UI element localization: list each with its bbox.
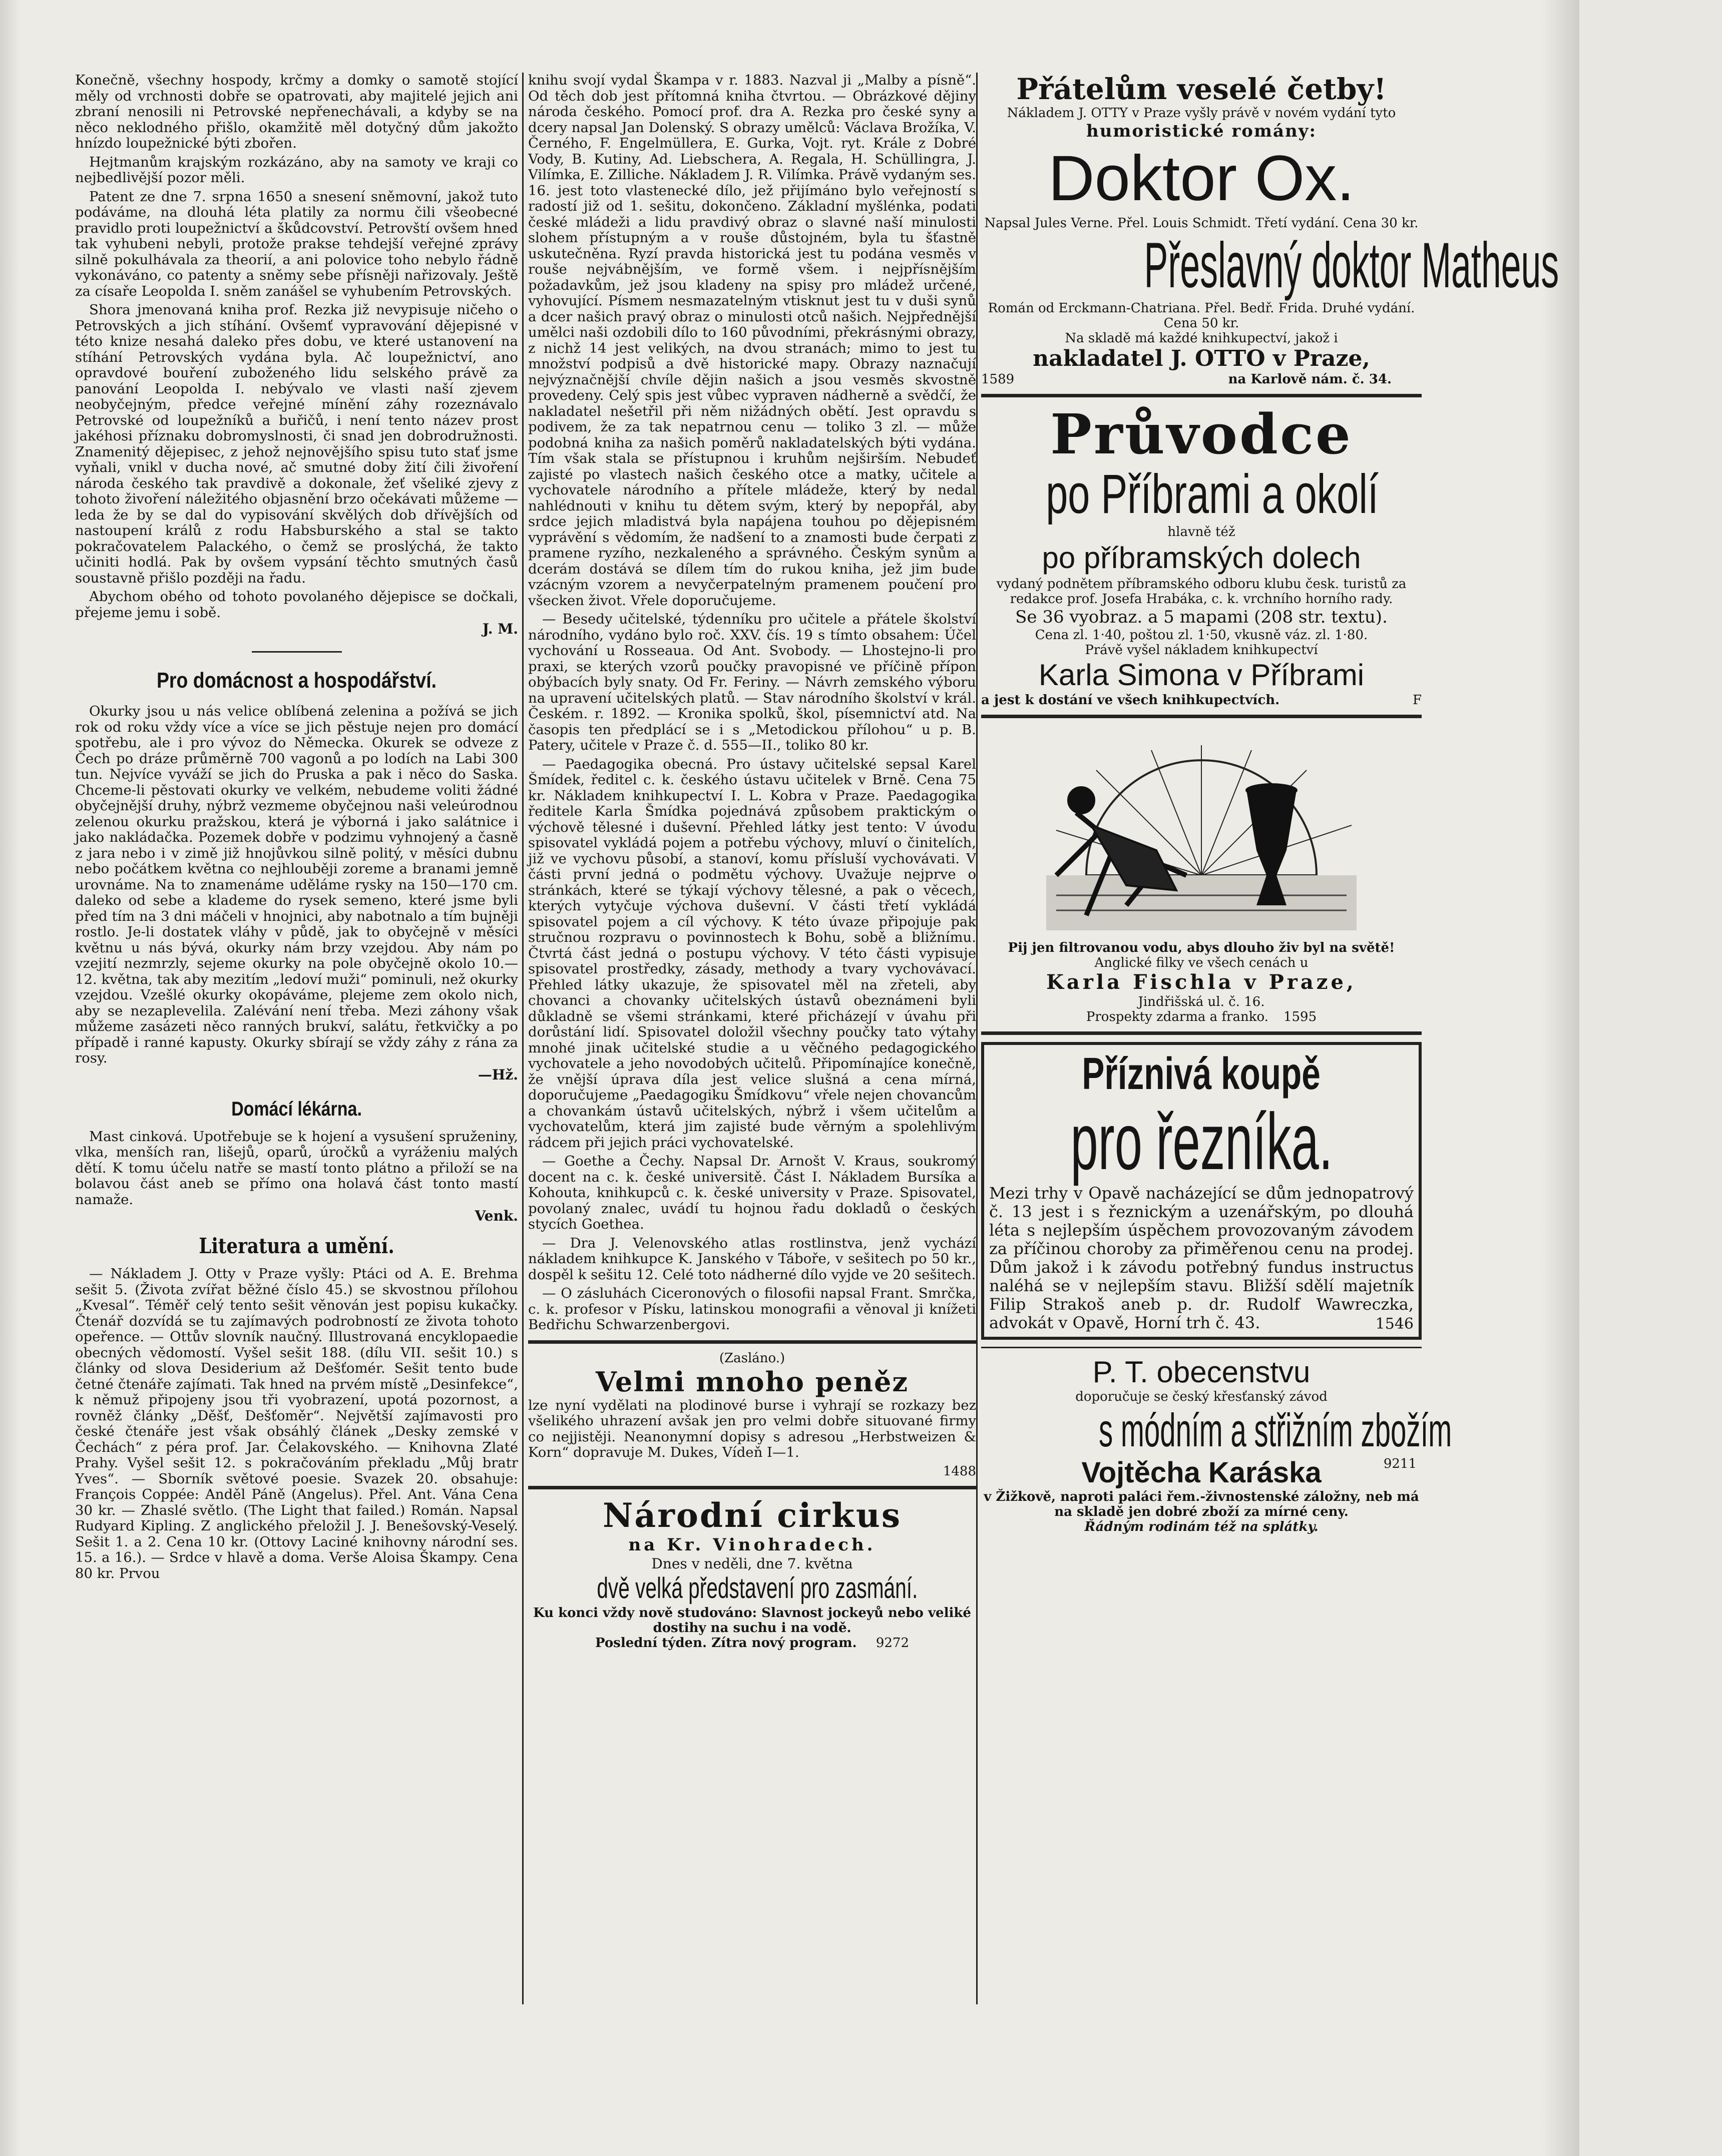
- humor-line: humoristické romány:: [1086, 121, 1317, 141]
- jindr-line: Jindřišská ul. č. 16.: [1138, 994, 1265, 1009]
- pribram-wrap: [981, 464, 1422, 524]
- article-paragraph: Shora jmenovaná kniha prof. Rezka již nevypisuje ničeho o Petrovských a jich stíhání. Ovšemť vypravování dějepisné v této knize nesahá daleko přes dobu, ve které ustanovení na stíhání Petrovských vydána byla. Ač loupežnictví, ano opravdové bouření zuboženého lidu selského právě za panování Leopolda I. nebývalo ve vlasti naší zjevem neobyčejným, předce veřejné mínění záhy rozeznávalo Petrovské od loupežníků a buřičů, i není tento název prost jakéhosi příznaku dobromyslnosti, či snad jen dobrodružnosti. Znamenitý dějepisec, z jehož nejnovějšího spisu tuto stať jsme vyňali, vnikl v ducha nové, ač smutné doby žití čili živoření národa českého tak pravdivě a dokonale, žeť všeliké zjevy z tohoto živoření náležitého objasnění brzo očekávati můžeme — leda že by se dal do vypisování skvělých dob dřívějších od nastoupení králů z rodu Habsburského a stal se takto pokračovatelem Palackého, o čemž se proslýchá, že takto učiniti hodlá. Pak by ovšem vypsání těchto smutných časů soustavně přišlo později na řadu.: [75, 302, 518, 586]
- pribram-title: po Příbrami a okolí: [1046, 463, 1379, 525]
- column-rule: [976, 73, 978, 2004]
- otty-line: Nákladem J. OTTY v Praze vyšly právě v novém vydání tyto: [1007, 106, 1396, 121]
- ad-divider: [981, 1031, 1422, 1035]
- radne-line: Řádným rodinám též na splátky.: [1084, 1519, 1319, 1534]
- section-title-pharmacy: Domácí lékárna.: [231, 1098, 362, 1120]
- ad-number: 1488: [943, 1463, 976, 1479]
- author-signature: —Hž.: [478, 1066, 518, 1083]
- karaska-row: [981, 1456, 1422, 1489]
- circus-last-text: Poslední týden. Zítra nový program.: [595, 1635, 857, 1651]
- prospekty-line: Prospekty zdarma a franko.: [1086, 1009, 1268, 1024]
- article-paragraph: Abychom obého od tohoto povolaného dějepisce se dočkali, přejeme jemu i sobě.: [75, 589, 518, 621]
- ad-mark: F: [1412, 693, 1422, 708]
- koupe-title: [989, 1049, 1414, 1099]
- ad-otto-novels: [981, 72, 1559, 387]
- ad-number: 1589: [981, 372, 1015, 387]
- ad-divider: [528, 1486, 976, 1489]
- ad-number: 1595: [1283, 1009, 1317, 1024]
- zizkov-line: v Žižkově, naproti paláci řem.-živnostenské záložny, neb má na skladě jen dobré zboží za mírné ceny.: [984, 1489, 1419, 1519]
- pruvodce-title: Průvodce: [1050, 402, 1353, 466]
- article-paragraph: Okurky jsou u nás velice oblíbená zelenina a požívá se jich rok od roku vždy více a více se jich pěstuje nejen pro domácí spotřebu, ale i pro vývoz do Německa. Okurek se odveze z Čech po dráze průměrně 700 vagonů a po lodích na Labi 300 tun. Nejvíce vyváží se jich do Pruska a pak i něco do Saska. Chceme-li pěstovati okurky ve velkém, nebudeme voliti žádné obyčejnější druhy, nýbrž vezmeme obyčejnou naši veleúrodnou zelenou okurku pražskou, která je výborná i jako salátnice i jako nakládačka. Pozemek dobře v podzimu vyhnojený a časně z jara nebo i v zimě již hnojůvkou silně politý, v měsíci dubnu nebo počátkem května co nejhlouběji zoreme a branami jemně urovnáme. Na to znamenáme udělámе rysky na 150—170 cm. daleko od sebe a klademe do rysek semeno, které jsme byli před tím na 3 dni máčeli v hnojnici, aby nabotnalo a tím bujněji rostlo. Je-li dostatek vláhy v půdě, jak to obyčejně v měsíci květnu u nás bývá, okurky nám brzy vzejdou. Aby nám po vzejití nezmrzly, sejeme okurky na pole obyčejně okolo 10.—12. května, tak aby mezitím „ledoví muži“ pominuli, než okurky vzejdou. Vzešlé okurky okopáváme, plejeme zem okolo nich, aby se nezaplevelila. Zalévání není třeba. Mezi záhony však můžeme zasázeti něco ranných brukví, salátu, řetkvičky a po případě i ranné kapusty. Okurky sbírají se vždy záhy z rána za rosy.: [75, 703, 518, 1066]
- ad-number: 1546: [1375, 1315, 1414, 1333]
- zbozi-wrap: [981, 1404, 1452, 1456]
- ad-divider: [528, 1340, 976, 1344]
- column-1: [75, 73, 518, 2004]
- karlov-address: na Karlově nám. č. 34.: [1228, 372, 1392, 387]
- sklad-line: Na skladě má každé knihkupectví, jakož i: [1065, 331, 1338, 346]
- article-paragraph: Konečně, všechny hospody, krčmy a domky o samotě stojící měly od vrchnosti dobře se opatrovati, aby majitelé jejich ani zbraní nenosili ni Petrovské nepřenechávali, a kdyby se na něco neklodného přišlo, okamžitě měl dotyčný dům jakožto hnízdo loupežnické býti zbořen.: [75, 72, 518, 151]
- zaslano-label: (Zasláno.): [719, 1350, 785, 1366]
- hlavne-line: hlavně též: [1167, 524, 1235, 540]
- ad-money-title: Velmi mnoho peněz: [595, 1365, 909, 1398]
- vyobraz-line: Se 36 vyobraz. a 5 mapami (208 str. textu).: [1015, 607, 1388, 627]
- column-2: [528, 73, 976, 2004]
- verne-line: Napsal Jules Verne. Přel. Louis Schmidt. Třetí vydání. Cena 30 kr.: [984, 216, 1419, 231]
- prave-line: Právě vyšel nákladem knihkupectví: [1085, 643, 1318, 658]
- column-rule: [522, 73, 524, 2004]
- circus-big-wrap: [528, 1572, 976, 1605]
- ad-water-filter: [981, 725, 1422, 1024]
- ad-karasek: [981, 1355, 1452, 1534]
- author-signature: J. M.: [482, 621, 518, 637]
- ad-number: 9272: [876, 1635, 910, 1651]
- article-paragraph: Patent ze dne 7. srpna 1650 a snesení sněmovní, jakož tuto podáváme, na dlouhá léta platily za normu čili všeobecné pravidlo proti loupežnictví a škůdcovství. Petrovští ovšem hned tak vyhubeni nebyli, protože prakse tehdejší veřejné zprávy silně pokulhávala za theorií, a ani polovice toho nebylo řádně vykonáváno, co patenty a sněmy sebe přísněji nařizovaly. Ještě za císaře Leopolda I. sněm zanášel se vyhubením Petrovských.: [75, 188, 518, 299]
- zbozi-title: s módním a střižním zbožím: [1099, 1404, 1452, 1456]
- article-paragraph: Hejtmanům krajským rozkázáno, aby na samoty ve kraji co nejbedlivější pozor měli.: [75, 154, 518, 186]
- section-title-household: Pro domácnost a hospodářství.: [156, 668, 437, 693]
- ad-butcher-sale: [981, 1042, 1422, 1340]
- ad-divider: [981, 394, 1422, 397]
- pratelum-title: Přátelům veselé četby!: [1016, 72, 1387, 106]
- koupe-text: Mezi trhy v Opavě nacházející se dům jednopatrový č. 13 jest i s řeznickým a uzenářským, po dlouhá léta s nejlepším úspěchem provozovaným závodem za příčinou choroby za přiměřenou cenu na prodej. Dům jakož i k závodu potřebný fundus instructus naléhá se v nejlepším stavu. Bližší sdělí majetník Filip Strakoš aneb p. dr. Rudolf Wawreczka, advokát v Opavě, Horní trh č. 43.: [989, 1184, 1414, 1332]
- dostani-line: a jest k dostání ve všech knihkupectvích.: [981, 693, 1280, 708]
- article-paragraph: knihu svojí vydal Škampa v r. 1883. Nazval ji „Malby a písně“. Od těch dob jest přítomná kniha čtvrtou. — Obrázkové dějiny národa českého. Pomocí prof. dra A. Rezka pro české syny a dcery napsal Jan Dolenský. S obrazy umělců: Václava Brožíka, V. Černého, F. Engelmüllera, E. Gurka, Vojt. ryt. Krále z Dobré Vody, B. Kutiny, Ad. Liebschera, A. Regala, H. Schüllingra, J. Vilímka, E. Zilliche. Nákladem J. R. Vilímka. Právě vydaným ses. 16. jest toto vlastenecké dílo, jež přijímáno bylo veřejností s radostí již od 1. sešitu, dokončeno. Základní myšlénka, podati české mládeži a lidu pravdivý obraz o slavné naší minulosti slohem přístupným a v rouše důstojném, byla tu šťastně uskutečněna. Ryzí pravda historická jest tu podána vesměs v rouše nejvábnějším, ve formě všem. i nejpřísnějším požadavkům, jež jsou kladeny na spisy pro mládež určené, vyhovující. Písmem nesmazatelným vtisknut jest tu v duši synů a dcer našich pravý obraz o minulosti otců našich. Nejpřednější umělci naši ozdobili dílo to 160 původními, překrásnými obrazy, z nichž 14 jest velikých, na dvou stranách; mimo to jest tu množství podpisů a dvě historické mapy. Obrazy naznačují nejvýznačnější chvíle dějin našich a jsou vesměs skvostně provedeny. Celý spis jest vůbec vypraven nádherně a svědčí, že nakladatel nešetřil při něm nižádných obětí. Jest opravdu s podivem, že za tak nepatrnou cenu — toliko 3 zl. — může podobná kniha za našich poměrů nakladatelských býti vydána. Tím však stala se přístupnou i kruhům nejširším. Nebudeť zajisté po vlastech našich českého otce a matky, učitele a vychovatele národního a přítele mládeže, který by nedal nahlédnouti v knihu tu dětem svým, který by nepopřál, aby srdce jejich mladistvá byla napájena touhou po dějepisném vyprávění s vědomím, že nadšení to a znamosti bude čerpati z pramene ryzího, nezkaleného a správného. Českým synům a dcerám dostává se dílem tím do rukou kniha, jež jim bude vzácným vzorem a nevyčerpatelným pramenem poučení pro všecken život. Vřele doporučujeme.: [528, 72, 976, 609]
- filky-line: Anglické filky ve všech cenách u: [1094, 955, 1309, 970]
- nakladatel-line: nakladatel J. OTTO v Praze,: [1033, 346, 1370, 371]
- koupe-title-text: Příznivá koupě: [1082, 1049, 1321, 1099]
- matheus-wrap: [981, 230, 1559, 301]
- circus-subtitle: na Kr. Vinohradech.: [628, 1534, 876, 1555]
- circus-title: Národní cirkus: [603, 1495, 902, 1535]
- ad-money: [528, 1351, 976, 1479]
- karlov-row: [981, 372, 1422, 387]
- simon-title: Karla Simona v Příbrami: [1038, 658, 1365, 692]
- ad-divider: [981, 715, 1422, 718]
- doktor-ox-title: Doktor Ox.: [1048, 143, 1355, 214]
- circus-last-week: [528, 1636, 976, 1651]
- author-signature: Venk.: [475, 1208, 518, 1224]
- circus-big-line: dvě velká představení pro zasmání.: [597, 1571, 918, 1604]
- filtr-line: Pij jen filtrovanou vodu, abys dlouho živ byl na světě!: [1008, 940, 1395, 955]
- dostani-row: [981, 693, 1422, 708]
- skeleton-filter-illustration: [1026, 725, 1377, 935]
- ad-divider: [981, 1347, 1422, 1348]
- prospekty-row: [981, 1009, 1422, 1024]
- article-paragraph: — Besedy učitelské, týdenníku pro učitele a přátele školství národního, vydáno bylo roč. XXV. čís. 19 s tímto obsahem: Účel vychování u Rosseaua. Od Ant. Svobody. — Lhostejno-li pro praxi, se kterých vzorů poučky pravopisné ve příčině přípon obýbacích byly snaty. Od Fr. Feriny. — Návrh zemského výboru na upravení učitelských platů. — Stav národního školství v král. Českém. r. 1892. — Kronika spolků, škol, písemnictví atd. Na časopis ten předplácí se i s „Metodickou přílohou“ u p. B. Patery, učitele v Praze č. d. 555—II., toliko 80 kr.: [528, 611, 976, 753]
- article-paragraph: — O zásluhách Ciceronových o filosofii napsal Frant. Smrčka, c. k. profesor v Písku, latinskou monografii a věnoval ji knížeti Bedřichu Schwarzenbergovi.: [528, 1285, 976, 1333]
- cena-line: Cena zl. 1·40, poštou zl. 1·50, vkusně váz. zl. 1·80.: [1035, 628, 1368, 643]
- article-paragraph: — Paedagogika obecná. Pro ústavy učitelské sepsal Karel Šmídek, ředitel c. k. českého ústavu učitelek v Brně. Cena 75 kr. Nákladem knihkupectví I. L. Kobra v Praze. Paedagogika ředitele Karla Šmídka pojednává způsobem praktickým o výchově tělesné i duševní. Přehled látky jest tento: V úvodu spisovatel vykládá pojem a potřebu výchovy, mluví o činitelích, již ve vychovu působí, a stanoví, komu přísluší vychovávati. V části první jedná o podmětu výchovy. Uvažuje nejprve o stránkách, které se týkají výchovy tělesné, a pak o věcech, kterých vytyčuje výchova duševní. V části třetí vykládá spisovatel pojem a cíl výchovy. K této úvaze připojuje pak stručnou rozpravu o povinnostech k Bohu, sobě a bližnímu. Čtvrtá část jedná o postupu výchovy. V této části vypisuje spisovatel prostředky, zásady, methody a tvary vychovávací. Přehled látky ukazuje, že spisovatel měl na zřeteli, aby chovanci a chovanky učitelských ústavů obeznámeni byli důkladně se všemi stránkami, které přicházejí v úvahu při dorůstání lidí. Spisovatel doložil všechny poučky tato výtahy mnohé jinak učitelské studie a u věčného pedagogického vychovatele a jeho novodobých učitelů. Připomínajíce konečně, že vnější úprava díla jest velice slušná a cena mírná, doporučujeme „Paedagogiku Šmídkovu“ vřele nejen chovancům a chovankám ústavů učitelských, nýbrž i všem učitelům a vychovatelům, která jim zajisté bude věrným a spolehlivým rádcem při jejich práci vychovatelské.: [528, 756, 976, 1151]
- ad-number: 9211: [1383, 1456, 1417, 1471]
- article-paragraph: — Dra J. Velenovského atlas rostlinstva, jenž vychází nákladem knihkupce K. Janského v Táboře, v sešitech po 50 kr., dospěl k sešitu 12. Celé toto nádherné dílo vyjde ve 20 sešitech.: [528, 1235, 976, 1283]
- ad-circus: [528, 1496, 976, 1651]
- matheus-title: Přeslavný doktor Matheus: [1144, 230, 1559, 301]
- doporucuje-line: doporučuje se český křesťanský závod: [1075, 1389, 1328, 1404]
- vydany-line: vydaný podnětem příbramského odboru klubu česk. turistů za redakce prof. Josefa Hrabáka, c. k. vrchního horního rady.: [996, 577, 1407, 607]
- circus-text: Ku konci vždy nově studováno: Slavnost jockeyů nebo veliké dostihy na suchu i na vodě.: [533, 1605, 971, 1636]
- ad-pribram-guide: [981, 404, 1422, 708]
- ad-money-text: lze nyní vydělati na plodinové burse i vyhrají se rozkazy bez všelikého uhrazení avšak jen pro velmi dobře situované firmy co nejjistěji. Neanonymní dopisy s adresou „Herbstweizen & Korn“ dopravuje M. Dukes, Vídeň I—1.: [528, 1397, 976, 1460]
- erckmann-line: Román od Erckmann-Chatriana. Přel. Bedř. Frida. Druhé vydání. Cena 50 kr.: [988, 301, 1415, 331]
- article-paragraph: Mast cinková. Upotřebuje se k hojení a vysušení spruženiny, vlka, menších ran, lišejů, oparů, úročků a vyráženiu malých dětí. K tomu účelu natře se mastí tonto plátno a přiloží se na bolavou část aneb se přímo ona holavá část tonto mastí namaže.: [75, 1128, 518, 1208]
- karaska-title: Vojtěcha Karáska: [1081, 1456, 1322, 1489]
- fischl-title: Karla Fischla v Praze,: [1046, 970, 1357, 994]
- reznika-title-text: pro řezníka.: [1070, 1097, 1333, 1186]
- pt-title: P. T. obecenstvu: [1092, 1355, 1311, 1389]
- article-paragraph: — Goethe a Čechy. Napsal Dr. Arnošt V. Kraus, soukromý docent na c. k. české universitě. Část I. Nákladem Bursíka a Kohouta, knihkupců c. k. české university v Praze. Spisovatel, povolaný znalec, uvádí tu hojnou řadu dokladů o českých stycích Goethea.: [528, 1153, 976, 1232]
- doly-title: po příbramských dolech: [1042, 541, 1361, 575]
- section-title-literature: Literatura a umění.: [199, 1234, 394, 1258]
- circus-date: Dnes v neděli, dne 7. května: [651, 1555, 853, 1572]
- column-3: [981, 72, 1559, 2004]
- article-paragraph: — Nákladem J. Otty v Praze vyšly: Ptáci od A. E. Brehma sešit 5. (Života zvířat běžné číslo 45.) se skvostnou přílohou „Kvesal“. Téměř celý tento sešit věnován jest popisu kukačky. Čtenář dozvídá se tu zajímavých podrobností ze života tohoto opeřence. — Ottův slovník naučný. Illustrovaná encyklopaedie obecných vědomostí. Vyšel sešit 188. (dílu VII. sešit 10.) s články od slova Desiderium až Dešťomér. Sešit tento bude četné čtenáře zajímati. Tak hned na prvém místě „Desinfekce“, k němuž připojeny jsou tři vyobrazení, upotá pozornost, a rovněž články „Děšť, Dešťoměr“. Největší zajímavosti pro české čtenáře jest však obsáhlý článek „Desky zemské v Čechách“ z péra prof. Jar. Čelakovského. — Knihovna Zlaté Prahy. Vyšel sešit 12. s pokračováním překladu „Můj bratr Yves“. — Sborník světové poesie. Svazek 20. obsahuje: François Coppée: Anděl Páně (Angelus). Přel. Ant. Vána Cena 30 kr. — Zhaslé světlo. (The Light that failed.) Román. Napsal Rudyard Kipling. Z anglického přeložil J. J. Benešovský-Veselý. Sešit 1. a 2. Cena 10 kr. (Ottovy Laciné knihovny národní ses. 15. a 16.). — Srdce v hlavě a doma. Verše Aloisa Škampy. Cena 80 kr. Prvou: [75, 1266, 518, 1581]
- section-divider: [252, 651, 342, 653]
- reznika-title: [989, 1099, 1414, 1184]
